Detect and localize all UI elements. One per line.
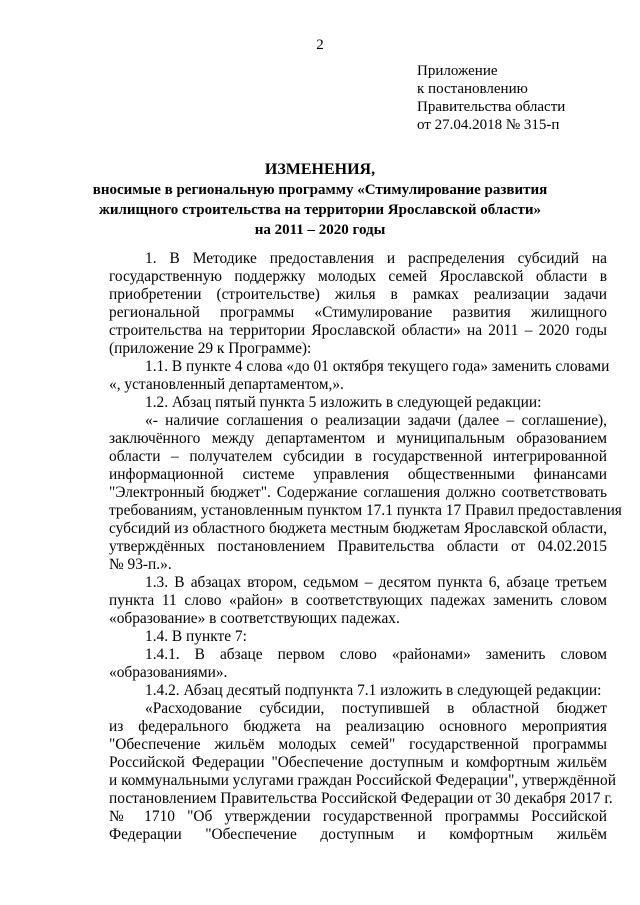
paragraph [109, 682, 607, 700]
paragraph [109, 394, 607, 412]
paragraph-line: постановлением Правительства Российской Федерации от 30 декабря 2017 г. [109, 790, 613, 807]
paragraph-line: 1.3. В абзацах втором, седьмом – десятом пункта 6, абзаце третьем [145, 574, 607, 591]
paragraph-line: приобретении (строительстве) жилья в рамках реализации задачи [109, 286, 607, 303]
appendix-line: к постановлению [417, 81, 528, 97]
paragraph-line: Российской Федерации "Обеспечение доступным и комфортным жильём [109, 754, 607, 771]
title-subline: жилищного строительства на территории Ярославской области» [98, 202, 542, 218]
paragraph-line: «Расходование субсидии, поступившей в областной бюджет [145, 700, 607, 717]
paragraph-line: требованиям, установленным пунктом 17.1 пункта 17 Правил предоставления [109, 502, 622, 519]
paragraph-line: 1.4. В пункте 7: [145, 628, 247, 645]
paragraph-line: утверждённых постановлением Правительства области от 04.02.2015 [109, 538, 607, 555]
paragraph-line: государственную поддержку молодых семей Ярославской области в [109, 268, 607, 285]
appendix-line: от 27.04.2018 № 315-п [417, 117, 560, 133]
paragraph-line: пункта 11 слово «район» в соответствующих падежах заменить словом [109, 592, 607, 609]
paragraph-line: (приложение 29 к Программе): [109, 340, 312, 357]
paragraph [109, 574, 607, 628]
paragraph [109, 412, 622, 574]
paragraph-line: информационной системе управления общественными финансами [109, 466, 607, 483]
appendix-line: Приложение [417, 63, 498, 79]
paragraph-line: 1. В Методике предоставления и распределения субсидий на [145, 250, 607, 267]
paragraph-line: региональной программы «Стимулирование развития жилищного [109, 304, 607, 321]
paragraph [109, 628, 607, 646]
paragraph-line: "Обеспечение жильём молодых семей" государственной программы [109, 736, 607, 753]
page-number: 2 [316, 37, 324, 53]
paragraph [109, 700, 616, 844]
paragraph-line: и коммунальными услугами граждан Российской Федерации", утверждённой [109, 772, 616, 789]
paragraph-line: 1.4.1. В абзаце первом слово «районами» заменить словом [145, 646, 607, 663]
paragraph-line: Федерации "Обеспечение доступным и комфортным жильём [109, 826, 607, 843]
paragraph-line: № 1710 "Об утверждении государственной программы Российской [109, 808, 607, 825]
paragraph [109, 250, 607, 358]
paragraph-line: из федерального бюджета на реализацию основного мероприятия [109, 718, 607, 735]
paragraph-line: заключённого между департаментом и муниципальным образованием [109, 430, 607, 447]
paragraph [109, 646, 607, 682]
title-heading: ИЗМЕНЕНИЯ, [264, 161, 376, 178]
paragraph-line: 1.2. Абзац пятый пункта 5 изложить в следующей редакции: [145, 394, 542, 411]
paragraph-line: "Электронный бюджет". Содержание соглашения должно соответствовать [109, 484, 607, 501]
document-title [0, 160, 640, 240]
paragraph-line: «- наличие соглашения о реализации задачи (далее – соглашение), [145, 412, 607, 429]
appendix-block [417, 62, 565, 134]
paragraph-line: строительства на территории Ярославской области» на 2011 – 2020 годы [109, 322, 607, 339]
paragraph-line: № 93-п.». [109, 556, 172, 573]
document-body [109, 250, 622, 844]
title-subline: вносимые в региональную программу «Стимулирование развития [92, 182, 548, 198]
paragraph-line: «, установленный департаментом,». [109, 376, 344, 393]
paragraph-line: субсидий из областного бюджета местным бюджетам Ярославской области, [109, 520, 607, 537]
paragraph-line: «образование» в соответствующих падежах. [109, 610, 400, 627]
paragraph-line: 1.1. В пункте 4 слова «до 01 октября текущего года» заменить словами [145, 358, 610, 375]
title-subline: на 2011 – 2020 годы [254, 222, 386, 238]
paragraph-line: «образованиями». [109, 664, 228, 681]
paragraph-line: области – получателем субсидии в государственной интегрированной [109, 448, 607, 465]
paragraph [109, 358, 610, 394]
paragraph-line: 1.4.2. Абзац десятый подпункта 7.1 изложить в следующей редакции: [145, 682, 602, 699]
appendix-line: Правительства области [417, 99, 566, 115]
